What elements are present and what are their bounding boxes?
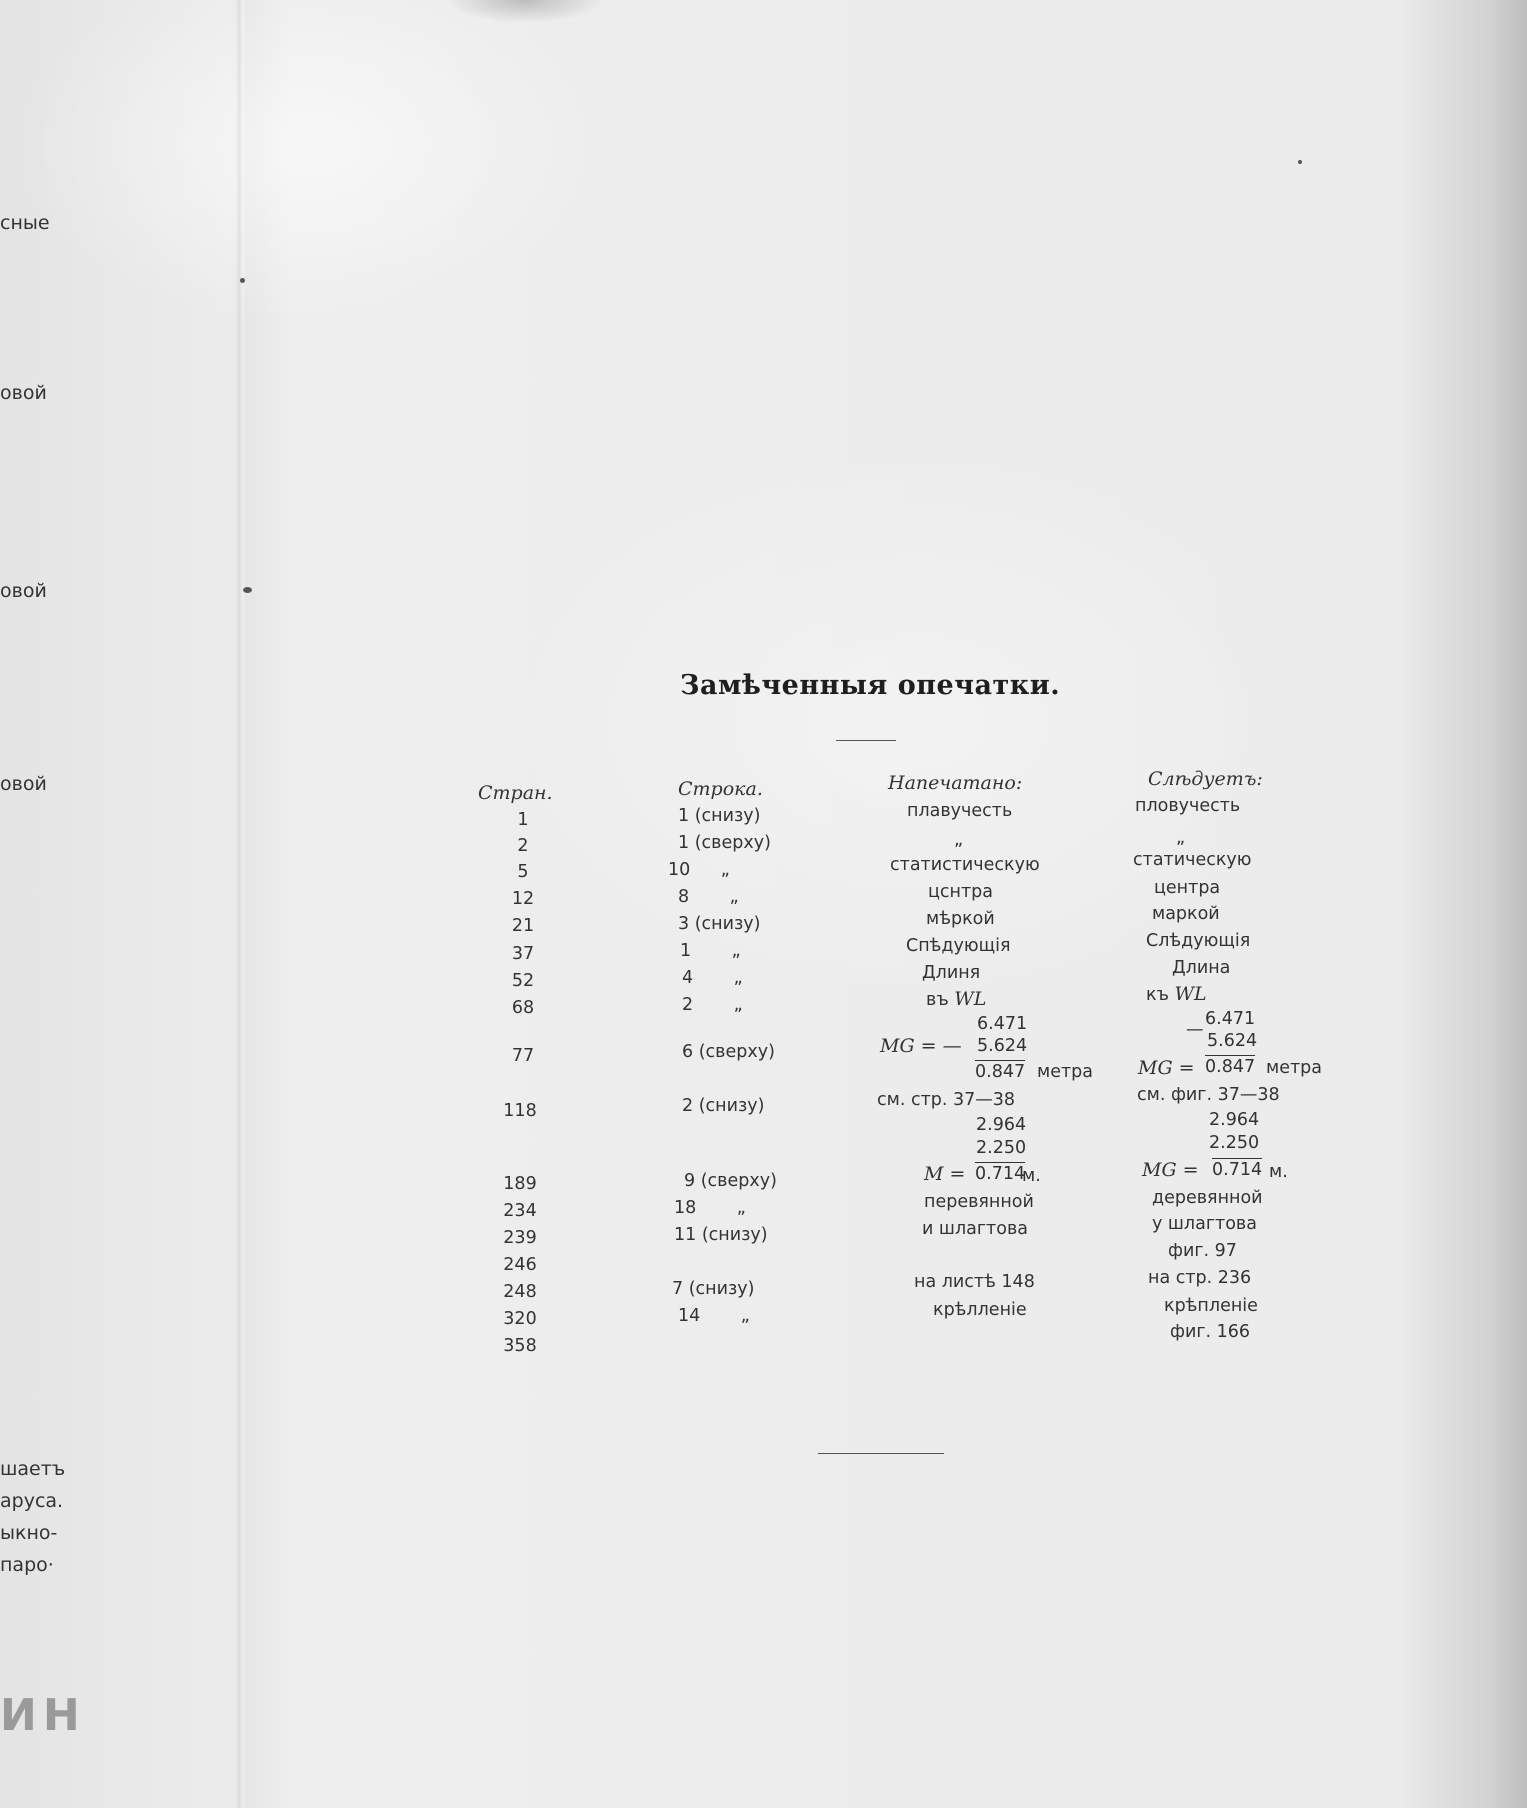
header-page: Стран. <box>478 782 553 804</box>
formula-lhs: M = <box>924 1163 966 1185</box>
page-number: 320 <box>503 1309 537 1329</box>
line-number: 1 (сверху) <box>678 833 771 853</box>
formula-number: 2.964 <box>1209 1110 1260 1130</box>
header-printed: Напечатано: <box>888 772 1023 794</box>
correction-text: „ <box>1176 828 1186 848</box>
line-number: 10 „ <box>668 860 730 880</box>
stain <box>450 0 600 22</box>
formula-unit: метра <box>1037 1062 1093 1082</box>
formula-lhs: MG = <box>1142 1159 1199 1181</box>
formula-lhs: MG = <box>1138 1057 1195 1079</box>
formula-number: 2.250 <box>976 1138 1027 1158</box>
divider <box>836 740 896 741</box>
page-number: 234 <box>503 1201 537 1221</box>
formula-unit: м. <box>1269 1162 1288 1182</box>
correction-text: маркой <box>1152 904 1220 924</box>
printed-text: Спѣдующія <box>906 936 1011 956</box>
divider <box>818 1453 944 1454</box>
formula-number: 6.471 <box>1205 1009 1256 1029</box>
edge-stamp: ИН <box>0 1690 86 1741</box>
line-number: 6 (сверху) <box>682 1042 775 1062</box>
formula-number: 2.964 <box>976 1115 1027 1135</box>
formula-number: 5.624 <box>1207 1031 1258 1051</box>
header-line: Строка. <box>678 778 763 800</box>
page-number: 52 <box>511 971 535 991</box>
edge-fragment: паро· <box>0 1554 54 1576</box>
printed-text: и шлагтова <box>922 1219 1028 1239</box>
formula-unit: метра <box>1266 1058 1322 1078</box>
printed-text: въ WL <box>926 988 987 1010</box>
line-number: 14 „ <box>678 1306 750 1326</box>
printed-text: статистическую <box>890 855 1040 875</box>
line-number: 2 (снизу) <box>682 1096 765 1116</box>
correction-text: статическую <box>1133 850 1252 870</box>
printed-text: на листѣ 148 <box>914 1272 1035 1292</box>
edge-fragment: сные <box>0 212 50 234</box>
line-number: 2 „ <box>682 995 743 1015</box>
correction-text: Слѣдующія <box>1146 931 1251 951</box>
page-number: 1 <box>517 810 529 830</box>
line-number: 4 „ <box>682 968 743 988</box>
edge-fragment: аруса. <box>0 1490 64 1512</box>
correction-text: крѣпленіе <box>1164 1296 1258 1316</box>
page-number: 358 <box>503 1336 537 1356</box>
line-number: 8 „ <box>678 887 739 907</box>
correction-text: пловучесть <box>1135 796 1241 816</box>
correction-text: Длина <box>1172 958 1231 978</box>
correction-text: центра <box>1154 878 1221 898</box>
page-number: 189 <box>503 1174 537 1194</box>
edge-fragment: шаетъ <box>0 1458 66 1480</box>
correction-text: деревянной <box>1152 1188 1263 1208</box>
correction-text: см. фиг. 37—38 <box>1137 1085 1280 1105</box>
line-number: 7 (снизу) <box>672 1279 755 1299</box>
printed-text: см. стр. 37—38 <box>877 1090 1016 1110</box>
speck <box>240 278 245 283</box>
formula-number: 2.250 <box>1209 1133 1260 1153</box>
speck <box>243 587 252 593</box>
header-should-be: Слѣдуетъ: <box>1148 768 1263 790</box>
page-fold <box>236 0 246 1808</box>
edge-fragment: овой <box>0 773 47 795</box>
page-title: Замѣченныя опечатки. <box>680 670 1061 701</box>
correction-text: у шлагтова <box>1152 1214 1257 1234</box>
formula-result: 0.714 <box>975 1164 1026 1184</box>
page-number: 248 <box>503 1282 537 1302</box>
page-number: 246 <box>503 1255 537 1275</box>
page-number: 37 <box>511 944 535 964</box>
formula-number: 5.624 <box>977 1036 1028 1056</box>
printed-text: крѣлленіе <box>933 1300 1027 1320</box>
edge-fragment: овой <box>0 382 47 404</box>
page-number: 5 <box>517 862 529 882</box>
edge-fragment: овой <box>0 580 47 602</box>
line-number: 18 „ <box>674 1198 746 1218</box>
page-number: 68 <box>511 998 535 1018</box>
formula-unit: м. <box>1022 1166 1041 1186</box>
formula-lhs: MG = — <box>880 1035 962 1057</box>
page-number: 12 <box>511 889 535 909</box>
formula-operator: — <box>1186 1020 1204 1040</box>
page-number: 21 <box>511 916 535 936</box>
line-number: 9 (сверху) <box>684 1171 777 1191</box>
page-number: 239 <box>503 1228 537 1248</box>
line-number: 11 (снизу) <box>674 1225 768 1245</box>
correction-text: фиг. 97 <box>1168 1241 1237 1261</box>
edge-fragment: ыкно- <box>0 1522 58 1544</box>
page-number: 118 <box>503 1101 537 1121</box>
line-number: 1 (снизу) <box>678 806 761 826</box>
line-number: 1 „ <box>680 941 741 961</box>
printed-text: Длиня <box>922 963 981 983</box>
printed-text: перевянной <box>924 1192 1034 1212</box>
formula-number: 6.471 <box>977 1014 1028 1034</box>
printed-text: цснтра <box>928 882 994 902</box>
formula-result: 0.714 <box>1212 1160 1263 1180</box>
line-number: 3 (снизу) <box>678 914 761 934</box>
correction-text: къ WL <box>1146 983 1207 1005</box>
formula-result: 0.847 <box>975 1062 1026 1082</box>
printed-text: „ <box>954 830 964 850</box>
page-number: 2 <box>517 836 529 856</box>
printed-text: мѣркой <box>926 909 995 929</box>
printed-text: плавучесть <box>907 801 1013 821</box>
correction-text: фиг. 166 <box>1170 1322 1251 1342</box>
correction-text: на стр. 236 <box>1148 1268 1252 1288</box>
page-number: 77 <box>511 1046 535 1066</box>
speck <box>1298 160 1302 164</box>
formula-result: 0.847 <box>1205 1057 1256 1077</box>
